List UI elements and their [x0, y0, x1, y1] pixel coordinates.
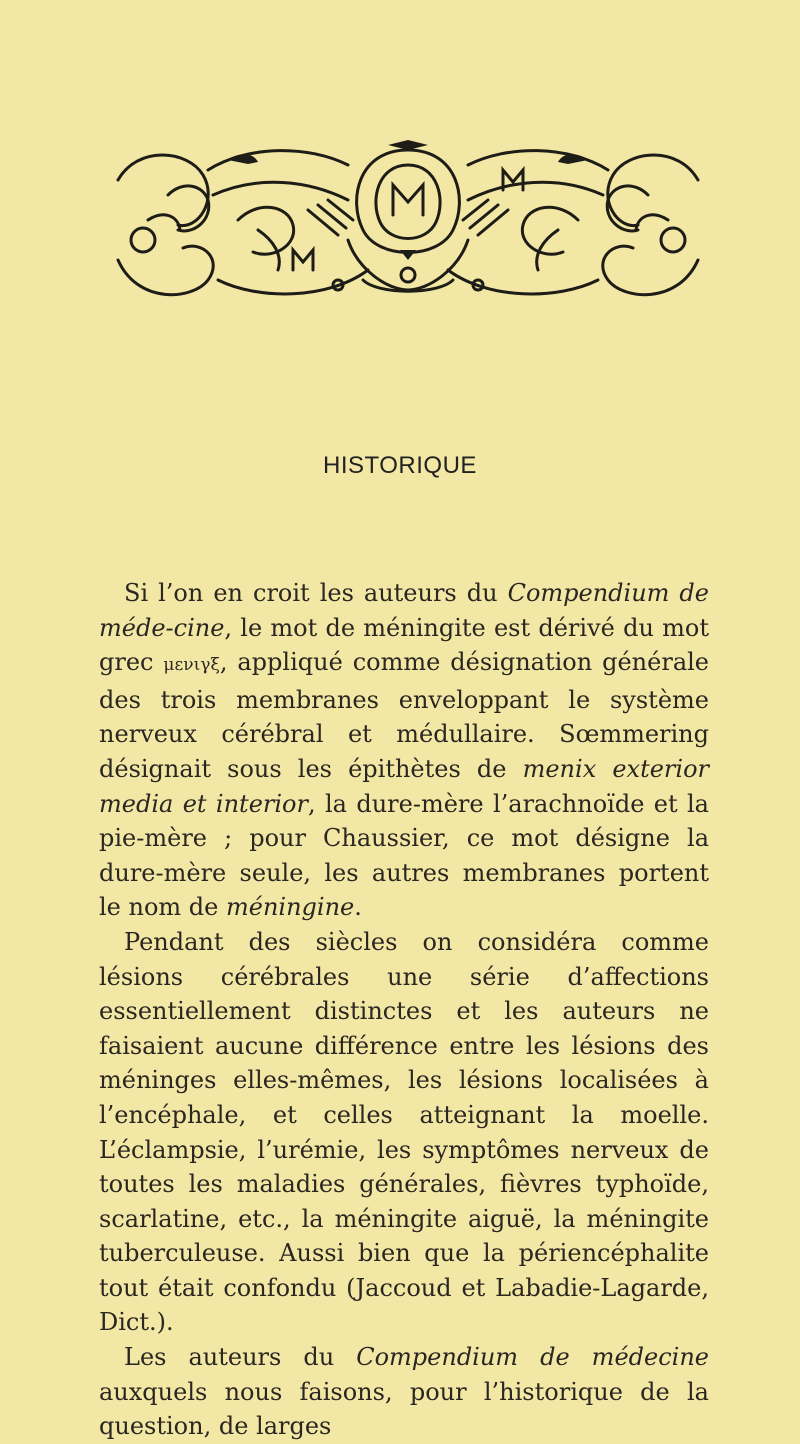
- text-segment: Les auteurs du: [124, 1343, 357, 1372]
- term-italic: méningine: [226, 893, 355, 922]
- text-segment: , le mot de méningite est dérivé du mot grec: [99, 613, 709, 677]
- text-segment: auxquels nous faisons, pour l’historique de la question, de larges: [99, 1377, 709, 1441]
- paragraph-1: [99, 576, 709, 925]
- book-title-italic: Compendium de méde-cine: [99, 579, 709, 642]
- body-text: [99, 576, 709, 1444]
- text-segment: Si l’on en croit les auteurs du: [124, 579, 508, 607]
- text-segment: , appliqué comme désignation générale des trois membranes enveloppant le système nerveux cérébral et médullaire. Sœmmering désignait sous les épithètes de: [99, 648, 710, 783]
- page-title: HISTORIQUE: [323, 452, 477, 479]
- paragraph-3: [99, 1340, 709, 1444]
- latin-term-italic: menix exterior media et interior: [99, 754, 709, 818]
- ornamental-headpiece: [108, 140, 708, 305]
- greek-word: μενιγξ: [163, 655, 220, 676]
- book-title-italic: Compendium de médecine: [356, 1343, 709, 1372]
- text-segment: , la dure-mère l’arachnoïde et la pie-mère ; pour Chaussier, ce mot désigne la dure-mère seule, les autres membranes portent le nom de: [99, 789, 709, 922]
- text-segment: .: [354, 893, 362, 922]
- paragraph-2: [99, 925, 709, 1340]
- text-segment: Pendant des siècles on considéra comme lésions cérébrales une série d’affections essentiellement distinctes et les auteurs ne faisaient aucune différence entre les lésions des méninges elles-mêmes, les lésions localisées à l’encéphale, et celles atteignant la moelle. L’éclampsie, l’urémie, les symptômes nerveux de toutes les maladies générales, fièvres typhoïde, scarlatine, etc., la méningite aiguë, la méningite tuberculeuse. Aussi bien que la périencéphalite tout était confondu (Jaccoud et Labadie-Lagarde, Dict.).: [99, 927, 709, 1337]
